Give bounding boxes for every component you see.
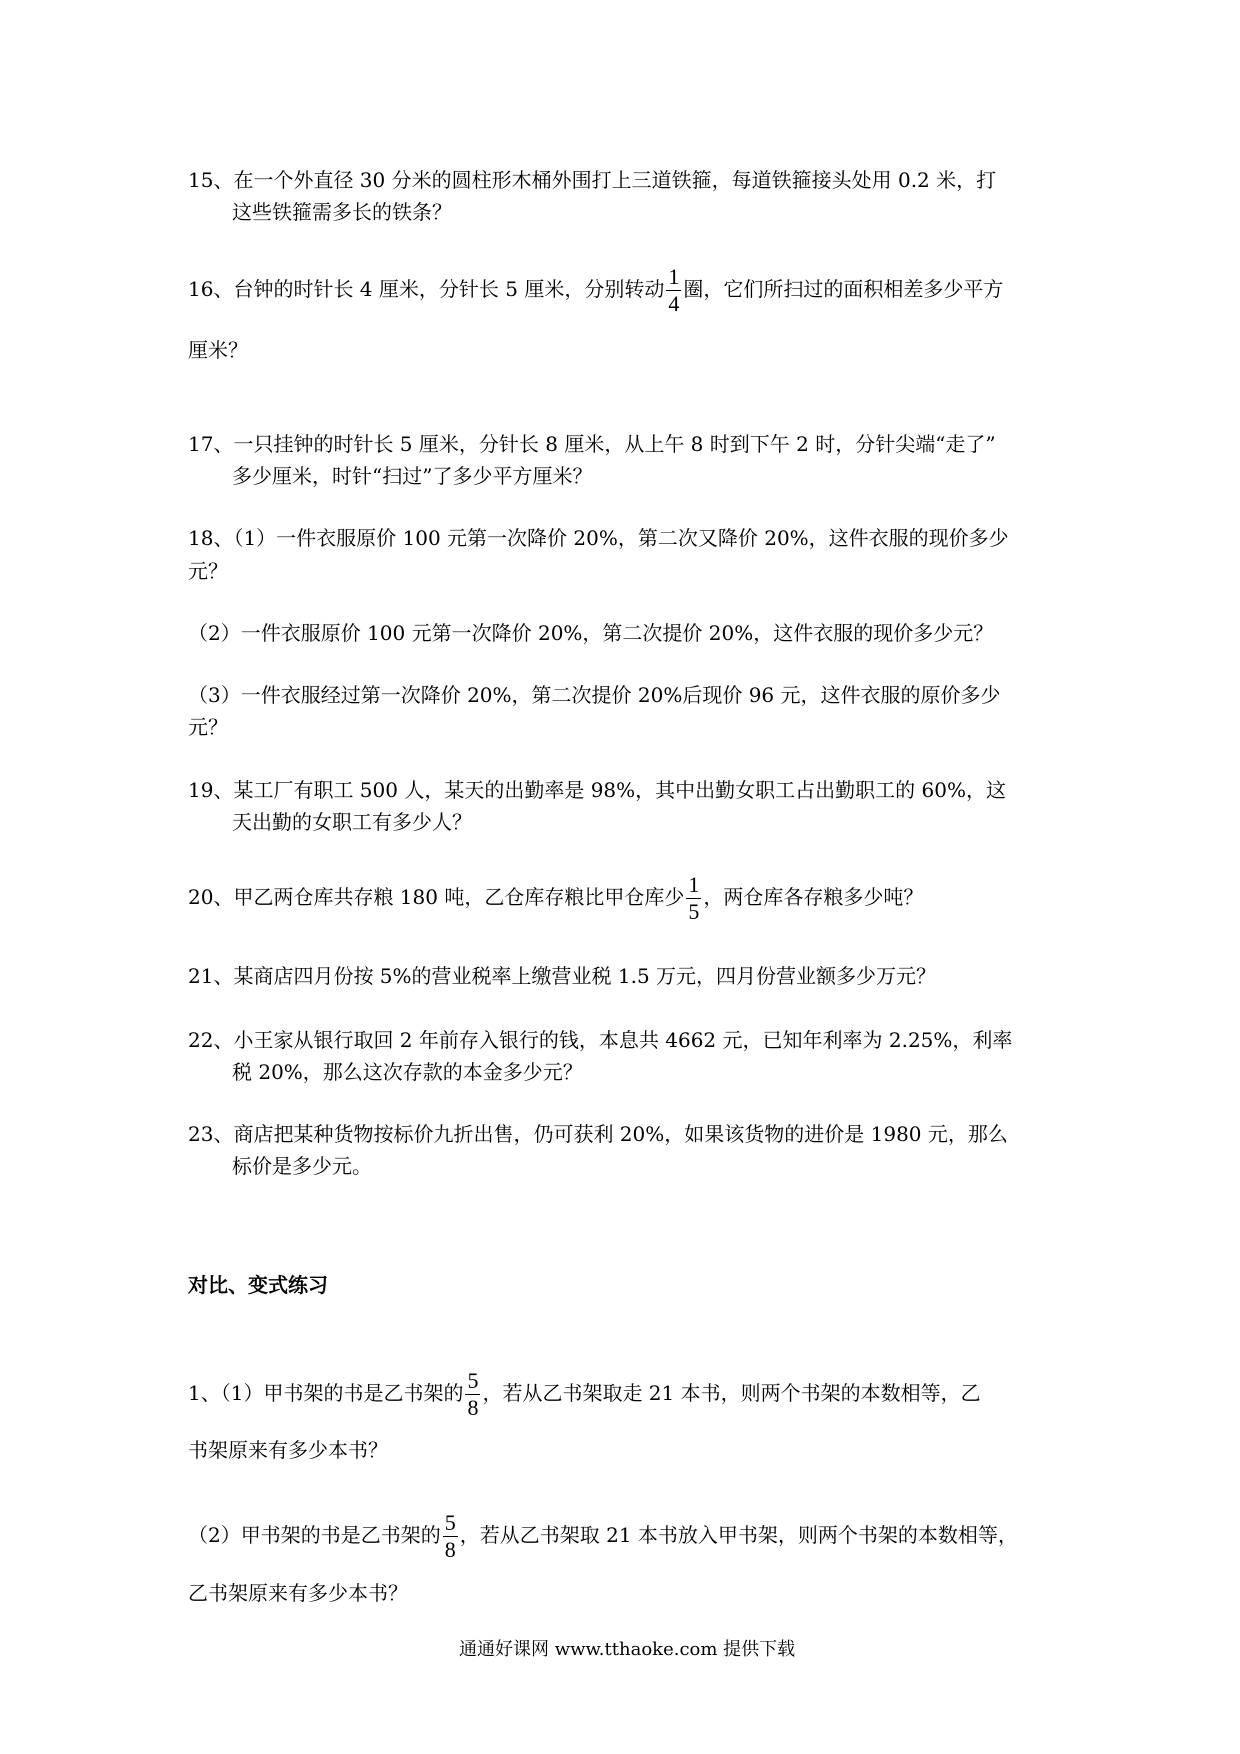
fraction-five-eighths [443,1512,458,1561]
problem-19-line-2: 天出勤的女职工有多少人？ [232,810,472,834]
problem-22-line-1: 22、小王家从银行取回 2 年前存入银行的钱，本息共 4662 元，已知年利率为 2.25%，利率 [188,1028,1013,1052]
problem-19-line-1: 19、某工厂有职工 500 人，某天的出勤率是 98%，其中出勤女职工占出勤职工的 60%，这 [188,778,1006,802]
problem-18-part-1-line-2: 元？ [188,559,228,583]
fraction-denominator: 8 [467,1395,479,1420]
problem-16-text-before-fraction: 16、台钟的时针长 4 厘米，分针长 5 厘米，分别转动 [188,277,665,301]
problem-15-line-1: 15、在一个外直径 30 分米的圆柱形木桶外围打上三道铁箍，每道铁箍接头处用 0.2 米，打 [188,168,997,192]
problem-20-line-1 [188,874,923,923]
fraction-one-fifth [686,874,701,923]
problem-18-part-1-line-1: 18、（1）一件衣服原价 100 元第一次降价 20%，第二次又降价 20%，这件衣服的现价多少 [188,526,1009,550]
problem-18-part-2-line-1: （2）一件衣服原价 100 元第一次降价 20%，第二次提价 20%，这件衣服的现价多少元？ [188,621,994,645]
variant-1-part-1-text-after-fraction: ，若从乙书架取走 21 本书，则两个书架的本数相等，乙 [482,1381,981,1405]
problem-17-line-2: 多少厘米，时针“扫过”了多少平方厘米？ [232,464,593,488]
fraction-denominator: 5 [688,899,700,924]
footer-download-note: 通通好课网 www.tthaoke.com 提供下载 [459,1639,796,1660]
fraction-numerator: 5 [444,1510,456,1535]
problem-16-line-1 [188,266,1003,315]
problem-18-part-3-line-1: （3）一件衣服经过第一次降价 20%，第二次提价 20%后现价 96 元，这件衣服的原价多少 [188,683,1001,707]
problem-20-text-before-fraction: 20、甲乙两仓库共存粮 180 吨，乙仓库存粮比甲仓库少 [188,885,685,909]
problem-18-part-3-line-2: 元？ [188,715,228,739]
variant-1-part-1-line-2: 书架原来有多少本书？ [188,1438,388,1462]
fraction-five-eighths [465,1370,480,1419]
variant-1-part-2-line-2: 乙书架原来有多少本书？ [188,1581,408,1605]
variant-1-part-1-line-1 [188,1370,981,1419]
fraction-numerator: 1 [668,264,680,289]
problem-22-line-2: 税 20%，那么这次存款的本金多少元？ [232,1060,583,1084]
section-title: 对比、变式练习 [188,1273,328,1297]
fraction-denominator: 8 [444,1537,456,1562]
problem-21-line-1: 21、某商店四月份按 5%的营业税率上缴营业税 1.5 万元，四月份营业额多少万元？ [188,964,937,988]
fraction-denominator: 4 [668,291,680,316]
problem-15-line-2: 这些铁箍需多长的铁条？ [232,200,452,224]
fraction-numerator: 5 [467,1368,479,1393]
fraction-numerator: 1 [688,872,700,897]
variant-1-part-2-text-before-fraction: （2）甲书架的书是乙书架的 [188,1523,441,1547]
variant-1-part-2-line-1 [188,1512,1018,1561]
variant-1-part-2-text-after-fraction: ，若从乙书架取 21 本书放入甲书架，则两个书架的本数相等， [459,1523,1018,1547]
variant-1-part-1-text-before-fraction: 1、（1）甲书架的书是乙书架的 [188,1381,464,1405]
fraction-one-quarter [666,266,681,315]
problem-23-line-2: 标价是多少元。 [232,1154,372,1178]
problem-16-line-2: 厘米？ [188,338,248,362]
problem-20-text-after-fraction: ，两仓库各存粮多少吨？ [703,885,924,909]
problem-16-text-after-fraction: 圈，它们所扫过的面积相差多少平方 [683,277,1004,301]
problem-23-line-1: 23、商店把某种货物按标价九折出售，仍可获利 20%，如果该货物的进价是 1980 元，那么 [188,1122,1008,1146]
problem-17-line-1: 17、一只挂钟的时针长 5 厘米，分针长 8 厘米，从上午 8 时到下午 2 时，分针尖端“走了” [188,432,996,456]
